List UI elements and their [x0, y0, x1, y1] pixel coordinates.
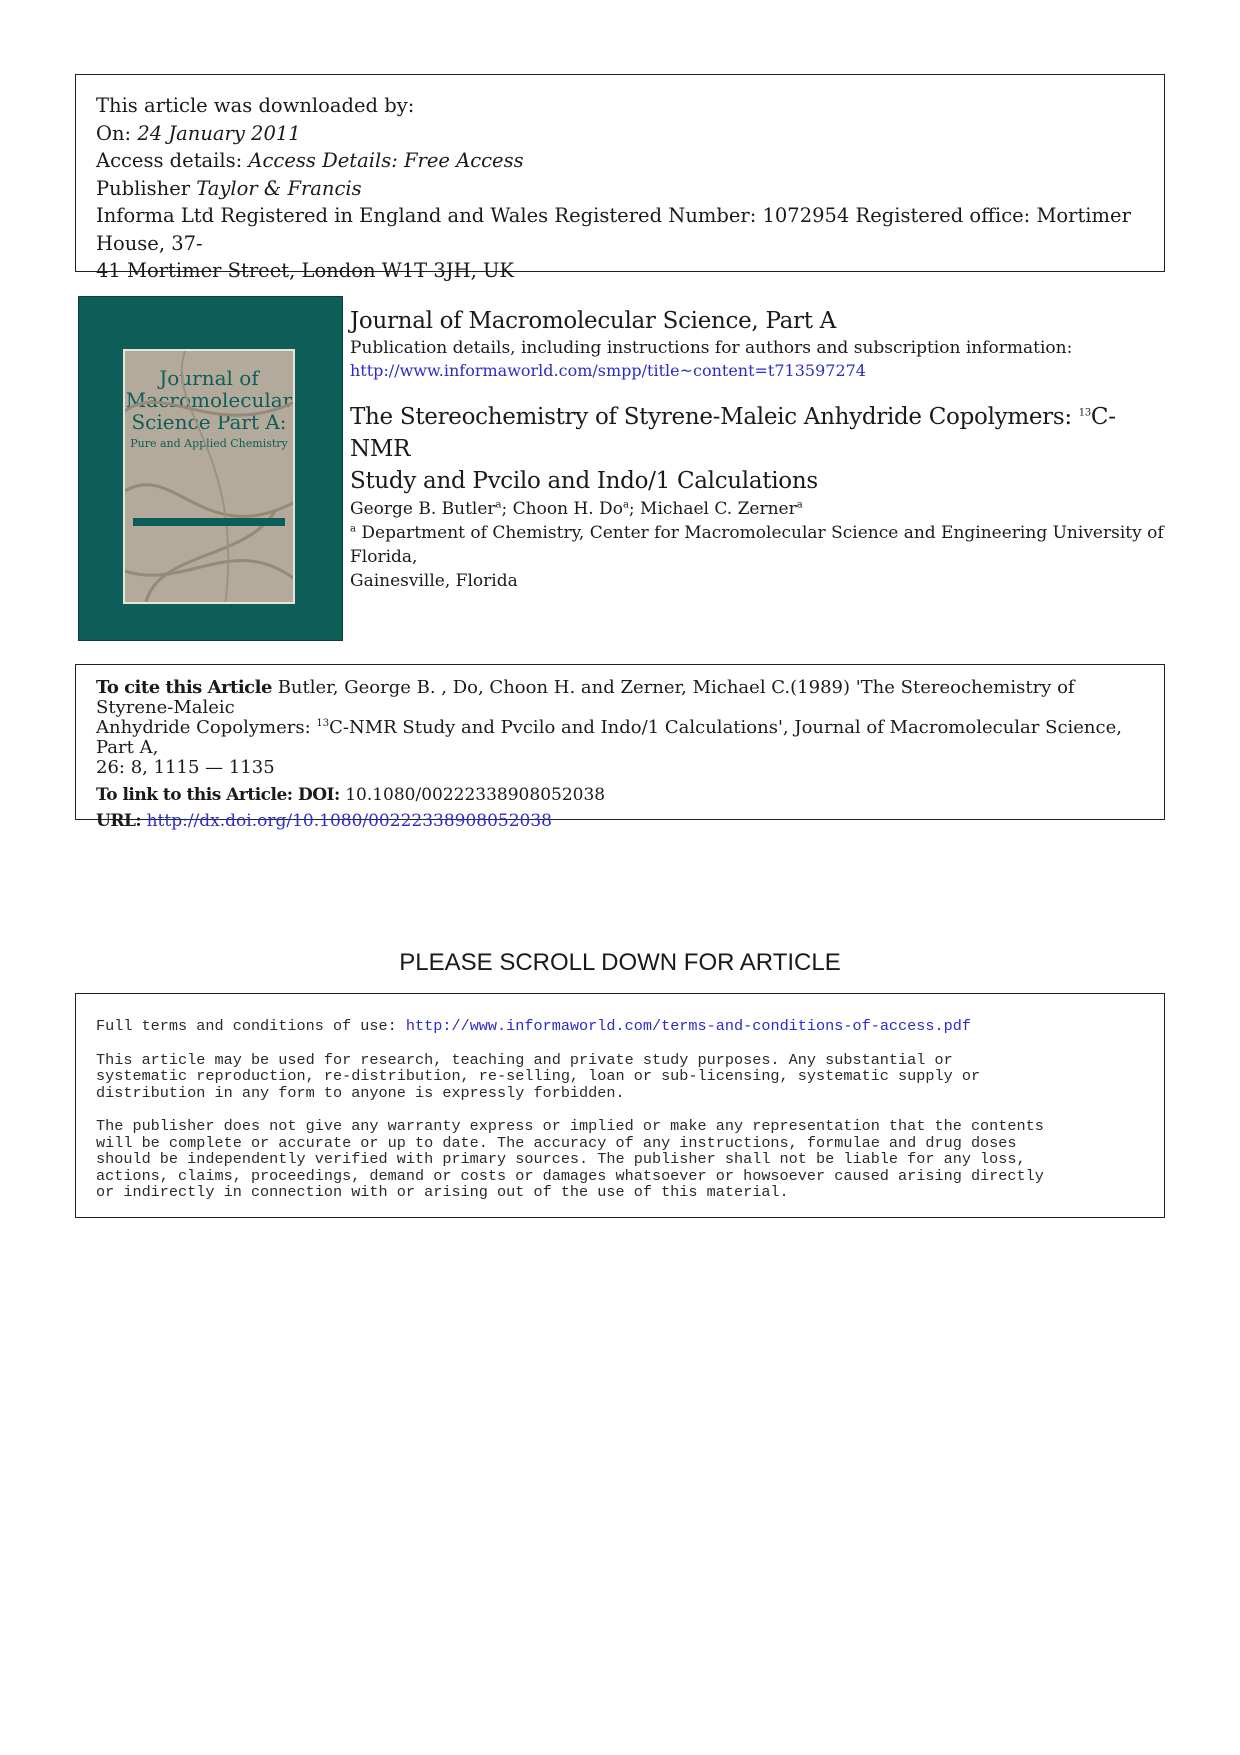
informa-line-2: 41 Mortimer Street, London W1T 3JH, UK [96, 259, 515, 282]
citation-text: To cite this Article Butler, George B. , Do, Choon H. and Zerner, Michael C.(1989) 'The Stereochemistry of Styrene-Maleic Anhydride Copolymers: $^{13}$C-NMR Study and Pvcilo and Indo/1 Calculations', Journal of Macromolecular Science, Part A, 26: 8, 1115 — 1135 [96, 677, 1122, 778]
article-title: The Stereochemistry of Styrene-Maleic Anhydride Copolymers: $^{13}$C-NMR Study and Pvcilo and Indo/1 Calculations [350, 404, 1116, 494]
cover-band [133, 518, 285, 526]
journal-cover-image [78, 296, 343, 641]
terms-paragraph-2: The publisher does not give any warranty express or implied or make any representation that the contents will be complete or accurate or up to date. The accuracy of any instructions, formulae and drug doses should be independently verified with primary sources. The publisher shall not be liable for any loss, actions, claims, proceedings, demand or costs or damages whatsoever or howsoever caused arising directly or indirectly in connection with or arising out of the use of this material. [96, 1117, 1044, 1201]
terms-box [75, 993, 1165, 1218]
cover-inner-panel [123, 349, 295, 604]
download-date-line [96, 120, 1144, 148]
informa-line-1: Informa Ltd Registered in England and Wales Registered Number: 1072954 Registered office: Mortimer House, 37- [96, 204, 1131, 255]
doi-value: 10.1080/00222338908052038 [345, 785, 606, 805]
publisher-label: Publisher [96, 176, 197, 200]
download-date: 24 January 2011 [137, 121, 301, 145]
url-row [96, 808, 1144, 834]
cover-texture [125, 351, 295, 604]
scroll-down-message: PLEASE SCROLL DOWN FOR ARTICLE [399, 949, 841, 976]
doi-row [96, 782, 1144, 808]
journal-title: Journal of Macromolecular Science, Part A [350, 308, 836, 334]
publisher-name: Taylor & Francis [196, 176, 362, 200]
access-label: Access details: [96, 149, 249, 172]
publication-details: Publication details, including instructions for authors and subscription information: [350, 338, 1073, 358]
cover-title: Journal of Macromolecular Science Part A: [125, 366, 293, 434]
terms-url-link[interactable]: http://www.informaworld.com/terms-and-conditions-of-access.pdf [405, 1017, 971, 1035]
doi-label: To link to this Article: DOI: [96, 785, 346, 805]
cite-label: To cite this Article [96, 677, 278, 698]
on-label: On: [96, 121, 138, 145]
authors: George B. Butler$^a$; Choon H. Do$^a$; Michael C. Zerner$^a$ [350, 499, 803, 519]
doi-url-link[interactable]: http://dx.doi.org/10.1080/00222338908052038 [146, 811, 552, 831]
journal-url-link[interactable]: http://www.informaworld.com/smpp/title~content=t713597274 [350, 361, 866, 380]
url-label: URL: [96, 811, 147, 831]
citation-box [75, 664, 1165, 831]
terms-paragraph-1: This article may be used for research, teaching and private study purposes. Any substantial or systematic reproduction, re-distribution, re-selling, loan or sub-licensing, systematic supply or distribution in any form to anyone is expressly forbidden. [96, 1050, 981, 1102]
journal-info [350, 306, 1170, 593]
cover-subtitle: Pure and Applied Chemistry [130, 437, 288, 450]
publisher-line [96, 175, 1144, 203]
access-value: Access Details: Free Access [248, 149, 524, 172]
downloaded-by-line: This article was downloaded by: [96, 94, 415, 117]
affiliation: $^a$ Department of Chemistry, Center for Macromolecular Science and Engineering University of Florida, Gainesville, Florida [350, 523, 1164, 591]
access-details-line [96, 147, 1144, 175]
download-info-box [75, 74, 1165, 282]
full-terms-line: Full terms and conditions of use: http://www.informaworld.com/terms-and-conditions-of-access.pdf [96, 1017, 971, 1035]
